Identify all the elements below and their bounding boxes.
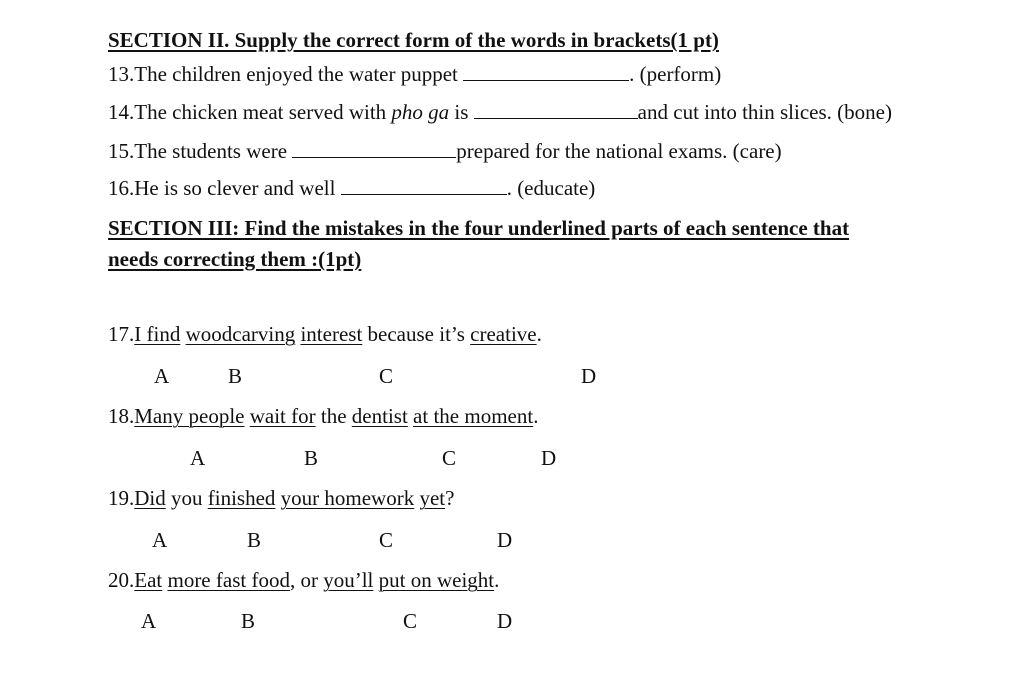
option-c-label[interactable]: C bbox=[442, 446, 457, 470]
option-a-label[interactable]: A bbox=[154, 364, 170, 388]
option-b-text: finished bbox=[207, 486, 276, 510]
section-3-heading-line-1: SECTION III: Find the mistakes in the four underlined parts of each sentence that bbox=[108, 216, 850, 240]
option-a-label[interactable]: A bbox=[190, 446, 206, 470]
sentence-end: . bbox=[536, 322, 542, 346]
question-number: 15. bbox=[108, 139, 135, 163]
section-3-heading-line-2: needs correcting them :(1pt) bbox=[108, 247, 362, 271]
option-a-label[interactable]: A bbox=[152, 528, 168, 552]
sentence-end: . bbox=[533, 404, 539, 428]
sentence-text: you bbox=[165, 486, 208, 510]
question-18 bbox=[108, 404, 538, 428]
question-15 bbox=[108, 139, 782, 163]
question-20 bbox=[108, 568, 499, 592]
sentence-end: ? bbox=[445, 486, 455, 510]
option-a-text: I find bbox=[134, 322, 181, 346]
answer-blank[interactable] bbox=[292, 143, 456, 158]
option-b-text: more fast food bbox=[167, 568, 290, 592]
option-a-label[interactable]: A bbox=[141, 609, 157, 633]
sentence-text: because it’s bbox=[362, 322, 471, 346]
option-d-text: creative bbox=[470, 322, 537, 346]
option-b-label[interactable]: B bbox=[304, 446, 319, 470]
section-2-heading: SECTION II. Supply the correct form of the words in brackets(1 pt) bbox=[108, 28, 719, 52]
question-text: He is so clever and well bbox=[134, 176, 336, 200]
option-c-text: dentist bbox=[351, 404, 408, 428]
option-d-label[interactable]: D bbox=[541, 446, 557, 470]
question-number: 17. bbox=[108, 322, 135, 346]
sentence-text: , or bbox=[289, 568, 324, 592]
option-b-label[interactable]: B bbox=[247, 528, 262, 552]
option-d-text: at the moment bbox=[413, 404, 534, 428]
option-d-text: put on weight bbox=[378, 568, 495, 592]
question-hint: . (educate) bbox=[506, 176, 596, 200]
question-number: 20. bbox=[108, 568, 135, 592]
question-text: The chicken meat served with bbox=[134, 100, 392, 124]
option-d-label[interactable]: D bbox=[581, 364, 597, 388]
question-hint: prepared for the national exams. (care) bbox=[456, 139, 782, 163]
question-17 bbox=[108, 322, 542, 346]
option-d-label[interactable]: D bbox=[497, 528, 513, 552]
question-text: The children enjoyed the water puppet bbox=[134, 62, 458, 86]
option-c-label[interactable]: C bbox=[403, 609, 418, 633]
sentence-end: . bbox=[494, 568, 500, 592]
option-b-label[interactable]: B bbox=[228, 364, 243, 388]
option-c-text: you’ll bbox=[323, 568, 374, 592]
question-hint: . (perform) bbox=[629, 62, 722, 86]
question-number: 13. bbox=[108, 62, 135, 86]
question-number: 16. bbox=[108, 176, 135, 200]
option-c-label[interactable]: C bbox=[379, 364, 394, 388]
option-b-text: woodcarving bbox=[185, 322, 296, 346]
question-number: 19. bbox=[108, 486, 135, 510]
option-a-text: Did bbox=[134, 486, 166, 510]
question-19 bbox=[108, 486, 454, 510]
question-text-mid: is bbox=[449, 100, 469, 124]
question-13 bbox=[108, 62, 721, 86]
answer-blank[interactable] bbox=[341, 180, 507, 195]
option-b-label[interactable]: B bbox=[241, 609, 256, 633]
option-c-text: your homework bbox=[280, 486, 415, 510]
option-d-text: yet bbox=[419, 486, 446, 510]
option-d-label[interactable]: D bbox=[497, 609, 513, 633]
answer-blank[interactable] bbox=[474, 104, 638, 119]
option-c-label[interactable]: C bbox=[379, 528, 394, 552]
option-a-text: Many people bbox=[134, 404, 245, 428]
sentence-text: the bbox=[315, 404, 352, 428]
question-14 bbox=[108, 100, 892, 124]
option-b-text: wait for bbox=[249, 404, 316, 428]
question-hint: and cut into thin slices. (bone) bbox=[637, 100, 892, 124]
answer-blank[interactable] bbox=[463, 66, 629, 81]
question-16 bbox=[108, 176, 595, 200]
question-italic-term: pho ga bbox=[391, 100, 450, 124]
question-number: 18. bbox=[108, 404, 135, 428]
option-c-text: interest bbox=[300, 322, 363, 346]
option-a-text: Eat bbox=[134, 568, 163, 592]
question-number: 14. bbox=[108, 100, 135, 124]
question-text: The students were bbox=[134, 139, 288, 163]
